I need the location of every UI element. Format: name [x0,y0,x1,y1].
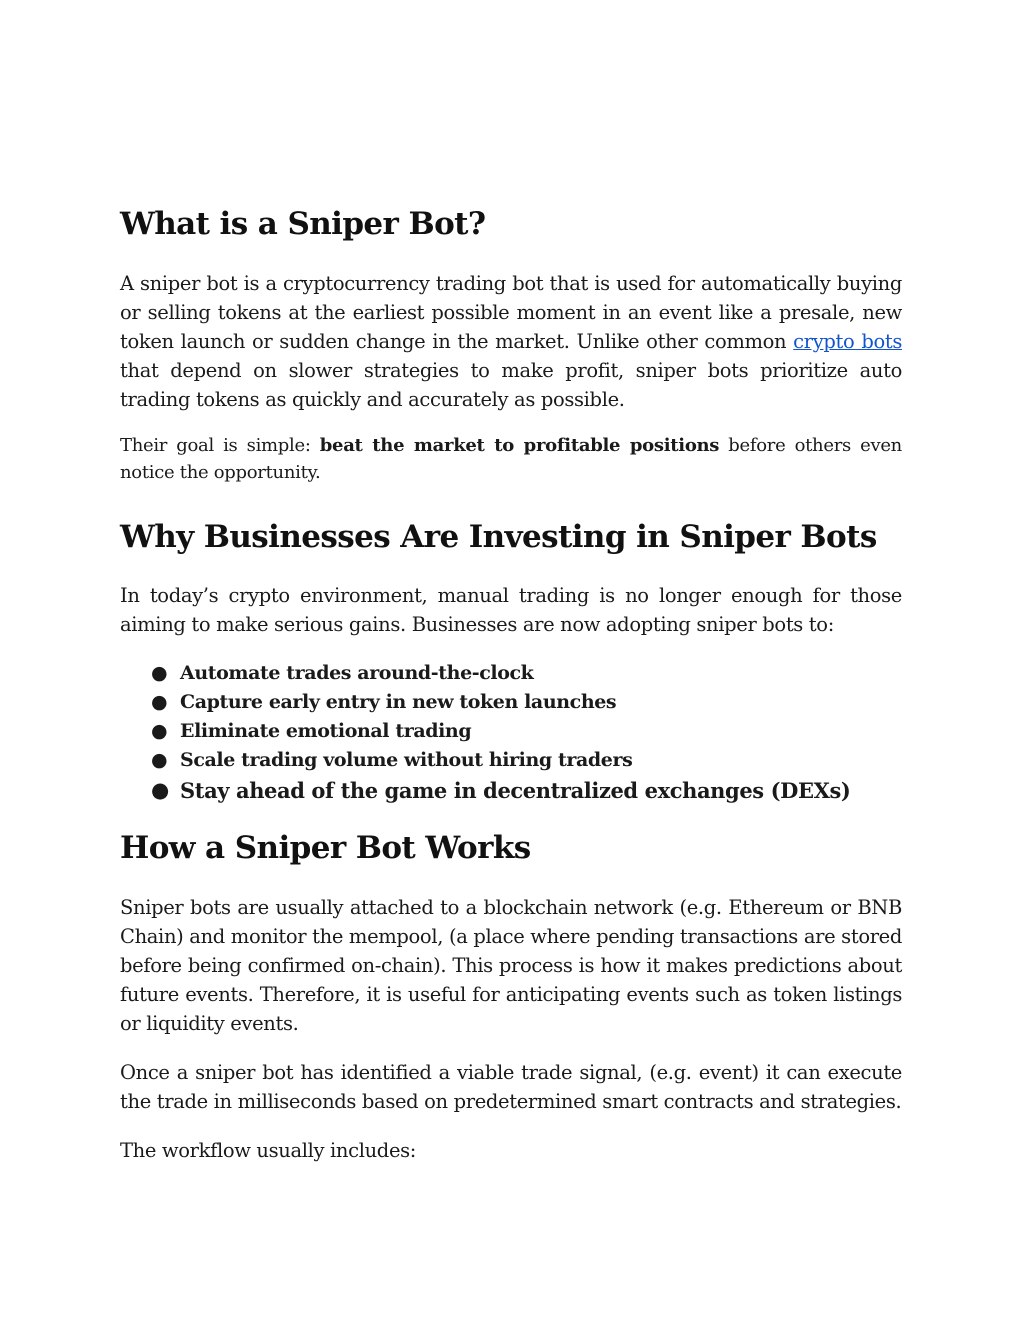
paragraph-why-intro: In today’s crypto environment, manual trading is no longer enough for those aiming to make serious gains. Businesses are now adopting sniper bots to: [120,584,902,636]
goal-tail: before others even notice the opportunity. [120,435,902,483]
paragraph-goal [120,432,902,486]
bullet-icon: ● [151,662,168,684]
definition-text: A sniper bot is a cryptocurrency trading bot that is used for automatically buying or selling tokens at the earliest possible moment in an event like a presale, new token launch or sudden change in the market. Unlike other common [120,272,902,353]
list-item: ● Scale trading volume without hiring traders [120,746,902,775]
definition-tail: that depend on slower strategies to make profit, sniper bots prioritize auto trading tokens as quickly and accurately as possible. [120,359,902,411]
bullet-icon: ● [151,691,168,713]
document-body [120,204,902,1165]
benefits-list [120,659,902,806]
crypto-bots-link[interactable]: crypto bots [793,330,903,353]
heading-why-businesses: Why Businesses Are Investing in Sniper Bots [120,519,877,555]
paragraph-workflow: The workflow usually includes: [120,1139,417,1162]
bullet-icon: ● [151,720,168,742]
heading-how-it-works: How a Sniper Bot Works [120,830,531,866]
goal-lead: Their goal is simple: [120,435,320,456]
list-item: ● Capture early entry in new token launches [120,688,902,717]
heading-what-is-sniper-bot: What is a Sniper Bot? [120,206,486,242]
paragraph-definition [120,269,902,414]
list-item: ● Automate trades around-the-clock [120,659,902,688]
bullet-icon: ● [151,778,169,802]
list-item: ● Eliminate emotional trading [120,717,902,746]
list-item: ● Stay ahead of the game in decentralized exchanges (DEXs) [120,775,902,806]
goal-bold: beat the market to profitable positions [319,435,720,456]
paragraph-how-execute: Once a sniper bot has identified a viable trade signal, (e.g. event) it can execute the trade in milliseconds based on predetermined smart contracts and strategies. [120,1061,902,1113]
bullet-icon: ● [151,749,168,771]
paragraph-how-mempool: Sniper bots are usually attached to a blockchain network (e.g. Ethereum or BNB Chain) and monitor the mempool, (a place where pending transactions are stored before being confirmed on-chain). This process is how it makes predictions about future events. Therefore, it is useful for anticipating events such as token listings or liquidity events. [120,896,902,1035]
